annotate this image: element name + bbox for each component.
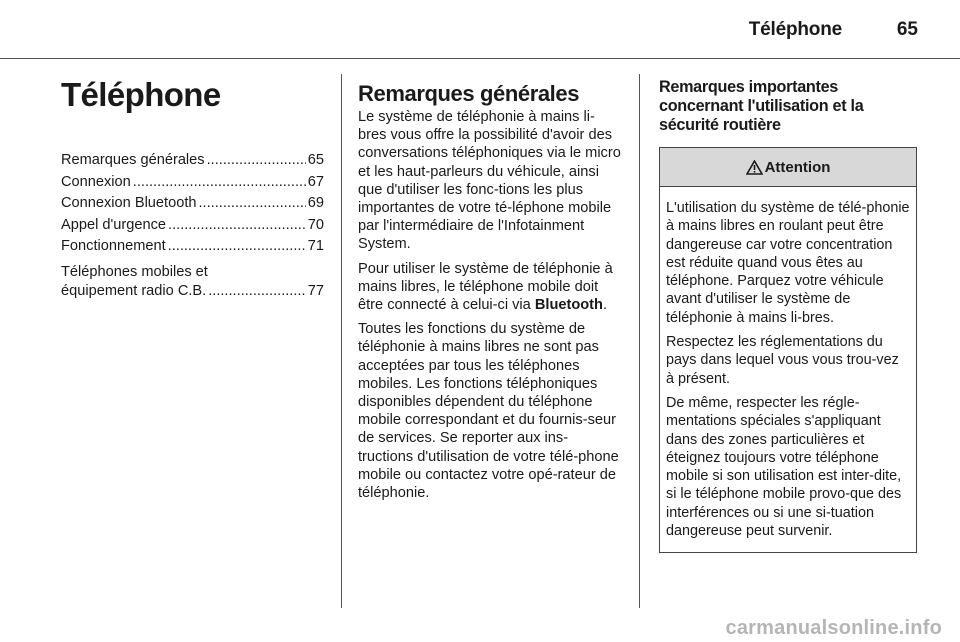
warning-body bbox=[660, 187, 916, 552]
paragraph-end: . bbox=[602, 297, 607, 314]
heading-line: Remarques importantes bbox=[659, 78, 839, 96]
column-divider-1 bbox=[341, 74, 342, 608]
toc-item-page: 67 bbox=[307, 173, 324, 190]
safety-column bbox=[659, 74, 921, 553]
toc-leader bbox=[133, 174, 306, 190]
running-title: Téléphone bbox=[748, 19, 842, 40]
paragraph: Le système de téléphonie à mains li-bres vous offre la possibilité d'avoir des conversations téléphoniques via le micro et les haut-parleurs du véhicule, ainsi que d'utiliser les fonc-tions les plus importantes de votre té-léphone mobile par l'intermédiaire de l'Infotainment System. bbox=[358, 109, 621, 253]
toc-item-page: 65 bbox=[307, 152, 324, 168]
toc-leader bbox=[207, 152, 306, 168]
chapter-column bbox=[61, 74, 324, 304]
toc-item-page: 77 bbox=[307, 282, 324, 299]
paragraph: Toutes les fonctions du système de téléphonie à mains libres ne sont pas acceptées par tous les téléphones mobiles. Les fonctions téléphoniques disponibles dépendent du téléphone mobile correspondant et du fournis-seur de services. Se reporter aux ins-tructions d'utilisation de votre télé-phone mobile ou contactez votre opé-rateur de téléphonie. bbox=[358, 321, 619, 502]
warning-box bbox=[659, 147, 917, 553]
paragraph: Respectez les réglementations du pays dans lequel vous vous trou-vez à présent. bbox=[666, 334, 899, 387]
paragraph: De même, respecter les régle-mentations spéciales s'appliquant dans des zones particulières et éteignez toujours votre téléphone mobile si son utilisation est inter-dite, si le téléphone mobile provo-que des interférences ou si une si-tuation dangereuse peut survenir. bbox=[666, 394, 902, 540]
toc-item[interactable] bbox=[61, 238, 324, 260]
heading-line: sécurité routière bbox=[659, 116, 781, 134]
toc-item[interactable] bbox=[61, 174, 324, 196]
table-of-contents bbox=[61, 152, 324, 304]
paragraph bbox=[358, 260, 622, 315]
page-header bbox=[0, 0, 960, 59]
page-number: 65 bbox=[896, 19, 918, 40]
toc-leader bbox=[168, 238, 306, 254]
toc-item[interactable] bbox=[61, 264, 324, 305]
toc-leader bbox=[199, 195, 306, 211]
chapter-title: Téléphone bbox=[61, 76, 221, 113]
toc-item-label: Fonctionnement bbox=[61, 238, 166, 254]
toc-item-page: 71 bbox=[307, 238, 324, 254]
toc-item-label: Appel d'urgence bbox=[61, 216, 167, 233]
toc-item-label: Connexion bbox=[61, 173, 131, 190]
toc-item[interactable] bbox=[61, 195, 324, 217]
toc-leader bbox=[168, 217, 306, 233]
toc-leader bbox=[208, 283, 306, 299]
bluetooth-term: Bluetooth bbox=[534, 297, 603, 314]
toc-item-label-line1: Téléphones mobiles et bbox=[61, 263, 208, 280]
paragraph-text: Pour utiliser le système de téléphonie à mains libres, le téléphone mobile doit être connecté à celui-ci via bbox=[358, 260, 613, 314]
section-heading bbox=[659, 78, 921, 135]
paragraph: L'utilisation du système de télé-phonie à mains libres en roulant peut être dangereuse car votre concentration est réduite quand vous êtes au téléphone. Parquez votre véhicule avant d'utiliser le système de téléphonie à mains li-bres. bbox=[666, 200, 910, 326]
column-divider-2 bbox=[639, 74, 640, 608]
section-heading: Remarques générales bbox=[358, 81, 580, 106]
toc-item-page: 69 bbox=[307, 195, 324, 211]
warning-triangle-icon bbox=[746, 160, 763, 175]
toc-item[interactable] bbox=[61, 217, 324, 239]
toc-item-label-line2: équipement radio C.B. bbox=[61, 282, 207, 299]
general-remarks-column bbox=[358, 74, 622, 508]
watermark: carmanualsonline.info bbox=[725, 617, 942, 639]
toc-item-label: Remarques générales bbox=[61, 152, 205, 168]
heading-line: concernant l'utilisation et la bbox=[659, 97, 864, 115]
toc-item-page: 70 bbox=[307, 216, 324, 233]
toc-item-label: Connexion Bluetooth bbox=[61, 195, 197, 211]
warning-header bbox=[660, 148, 916, 187]
toc-item[interactable] bbox=[61, 152, 324, 174]
warning-label: Attention bbox=[764, 158, 831, 176]
